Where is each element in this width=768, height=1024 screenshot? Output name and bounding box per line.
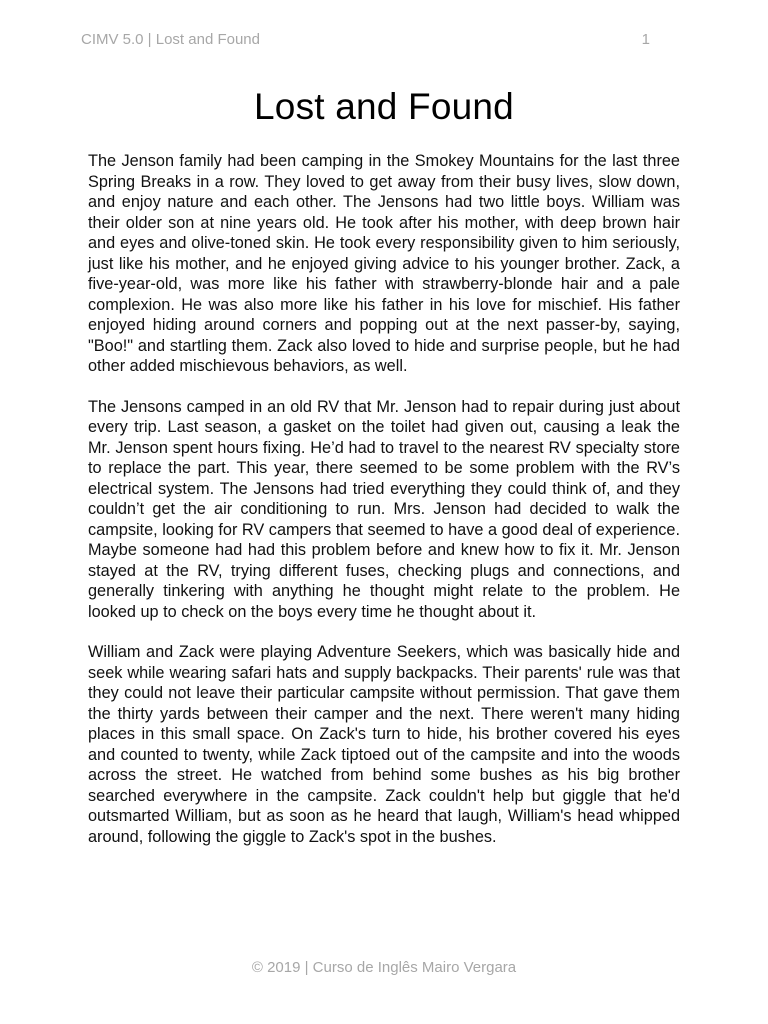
- page-number: 1: [641, 30, 650, 48]
- running-title: CIMV 5.0 | Lost and Found: [81, 30, 260, 48]
- story-body: [88, 151, 680, 867]
- page-title: Lost and Found: [254, 86, 514, 127]
- paragraph: William and Zack were playing Adventure Seekers, which was basically hide and seek while wearing safari hats and supply backpacks. Their parents' rule was that they could not leave their particular campsite without permission. That gave them the thirty yards between their camper and the next. There weren't many hiding places in this small space. On Zack's turn to hide, his brother covered his eyes and counted to twenty, while Zack tiptoed out of the campsite and into the woods across the street. He watched from behind some bushes as his big brother searched everywhere in the campsite. Zack couldn't help but giggle that he'd outsmarted William, but as soon as he heard that laugh, William's head whipped around, following the giggle to Zack's spot in the bushes.: [88, 643, 680, 846]
- page-header: [81, 29, 650, 49]
- page-footer: © 2019 | Curso de Inglês Mairo Vergara: [251, 959, 517, 976]
- paragraph: The Jensons camped in an old RV that Mr. Jenson had to repair during just about every trip. Last season, a gasket on the toilet had given out, causing a leak the Mr. Jenson spent hours fixing. He’d had to travel to the nearest RV specialty store to replace the part. This year, there seemed to be some problem with the RV’s electrical system. The Jensons had tried everything they could think of, and they couldn’t get the air conditioning to run. Mrs. Jenson had decided to walk the campsite, looking for RV campers that seemed to have a good deal of experience. Maybe someone had had this problem before and knew how to fix it. Mr. Jenson stayed at the RV, trying different fuses, checking plugs and connections, and generally tinkering with anything he thought might relate to the problem. He looked up to check on the boys every time he thought about it.: [88, 397, 680, 621]
- paragraph: The Jenson family had been camping in the Smokey Mountains for the last three Spring Breaks in a row. They loved to get away from their busy lives, slow down, and enjoy nature and each other. The Jensons had two little boys. William was their older son at nine years old. He took after his mother, with deep brown hair and eyes and olive-toned skin. He took every responsibility given to him seriously, just like his mother, and he enjoyed giving advice to his younger brother. Zack, a five-year-old, was more like his father with strawberry-blonde hair and a pale complexion. He was also more like his father in his love for mischief. His father enjoyed hiding around corners and popping out at the next passer-by, saying, "Boo!" and startling them. Zack also loved to hide and surprise people, but he had other added mischievous behaviors, as well.: [88, 152, 680, 375]
